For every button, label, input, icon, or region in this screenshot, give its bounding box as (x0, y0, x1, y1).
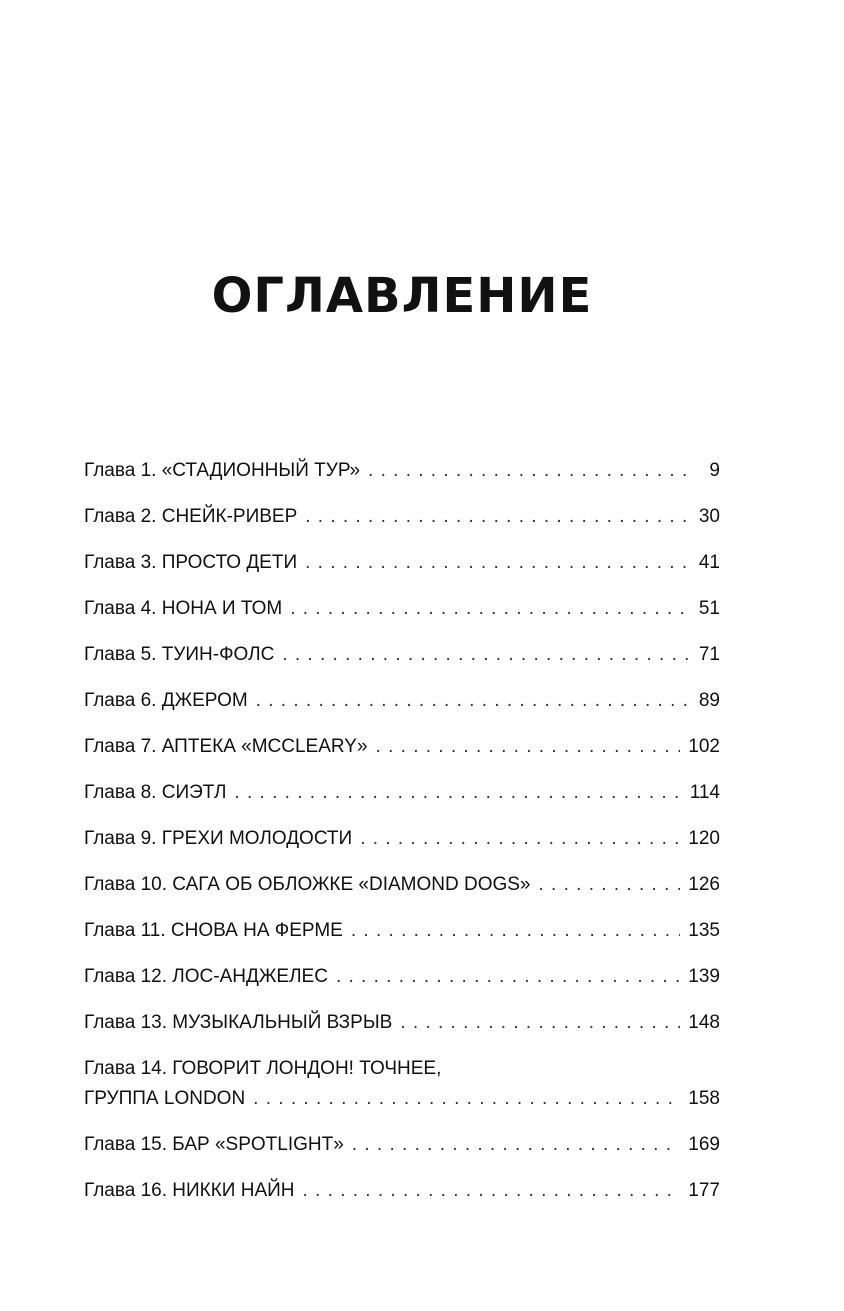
dot-leader (368, 460, 692, 482)
dot-leader (351, 920, 680, 942)
toc-entry-page: 135 (688, 920, 720, 941)
dot-leader (303, 1180, 681, 1202)
dot-leader (282, 644, 691, 666)
toc-entry-4 (84, 574, 720, 620)
toc-entry-page: 139 (688, 966, 720, 987)
toc-entry-label: Глава 3. ПРОСТО ДЕТИ (84, 552, 298, 573)
toc-entry-label: Глава 4. НОНА И ТОМ (84, 598, 283, 619)
dot-leader (400, 1012, 680, 1034)
toc-entry-label: Глава 11. СНОВА НА ФЕРМЕ (84, 920, 343, 941)
toc-entry-page: 89 (698, 690, 720, 711)
toc-entry-page: 126 (688, 874, 720, 895)
toc-entry-label: Глава 2. СНЕЙК-РИВЕР (84, 506, 298, 527)
toc-entry-label: Глава 5. ТУИН-ФОЛС (84, 644, 275, 665)
toc-entry-page: 41 (698, 552, 720, 573)
dot-leader (256, 690, 691, 712)
toc-entry-label: Глава 1. «СТАДИОННЫЙ ТУР» (84, 460, 361, 481)
dot-leader (234, 782, 681, 804)
toc-entry-11 (84, 896, 720, 942)
toc-entry-7 (84, 712, 720, 758)
toc-entry-label: Глава 16. НИККИ НАЙН (84, 1180, 295, 1201)
toc-entry-10 (84, 850, 720, 896)
toc-entry-5 (84, 620, 720, 666)
toc-entry-2 (84, 482, 720, 528)
toc-entry-page: 169 (688, 1134, 720, 1155)
dot-leader (253, 1088, 680, 1110)
toc-entry-page: 158 (688, 1088, 720, 1109)
toc-entry-8 (84, 758, 720, 804)
toc-entry-14 (84, 1034, 720, 1110)
toc-entry-page: 9 (709, 460, 720, 481)
toc-entry-16 (84, 1156, 720, 1202)
dot-leader (539, 874, 681, 896)
toc-entry-label: Глава 10. САГА ОБ ОБЛОЖКЕ «DIAMOND DOGS» (84, 874, 531, 895)
toc-entry-13 (84, 988, 720, 1034)
dot-leader (336, 966, 680, 988)
toc-entry-9 (84, 804, 720, 850)
toc-entry-page: 51 (698, 598, 720, 619)
toc-entry-page: 177 (688, 1180, 720, 1201)
toc-entry-page: 71 (698, 644, 720, 665)
toc-entry-label: Глава 12. ЛОС-АНДЖЕЛЕС (84, 966, 328, 987)
toc-entry-label-line1: Глава 14. ГОВОРИТ ЛОНДОН! ТОЧНЕЕ, (84, 1058, 442, 1079)
toc-entry-label: Глава 13. МУЗЫКАЛЬНЫЙ ВЗРЫВ (84, 1012, 393, 1033)
dot-leader (305, 552, 691, 574)
page-title: ОГЛАВЛЕНИЕ (211, 268, 593, 324)
dot-leader (376, 736, 681, 758)
toc-entry-6 (84, 666, 720, 712)
toc-entry-label: Глава 6. ДЖЕРОМ (84, 690, 248, 711)
toc-entry-page: 30 (698, 506, 720, 527)
toc-entry-page: 120 (688, 828, 720, 849)
dot-leader (360, 828, 680, 850)
toc-entry-label: Глава 8. СИЭТЛ (84, 782, 227, 803)
toc-entry-label: ГРУППА LONDON (84, 1088, 246, 1109)
table-of-contents (84, 436, 720, 1202)
toc-entry-label: Глава 15. БАР «SPOTLIGHT» (84, 1134, 344, 1155)
toc-entry-1 (84, 436, 720, 482)
toc-entry-15 (84, 1110, 720, 1156)
toc-entry-label: Глава 9. ГРЕХИ МОЛОДОСТИ (84, 828, 353, 849)
dot-leader (352, 1134, 681, 1156)
toc-entry-page: 114 (689, 782, 720, 803)
toc-entry-page: 102 (688, 736, 720, 757)
dot-leader (290, 598, 691, 620)
toc-entry-page: 148 (688, 1012, 720, 1033)
toc-entry-3 (84, 528, 720, 574)
toc-entry-12 (84, 942, 720, 988)
dot-leader (305, 506, 691, 528)
toc-entry-label: Глава 7. АПТЕКА «MCCLEARY» (84, 736, 368, 757)
